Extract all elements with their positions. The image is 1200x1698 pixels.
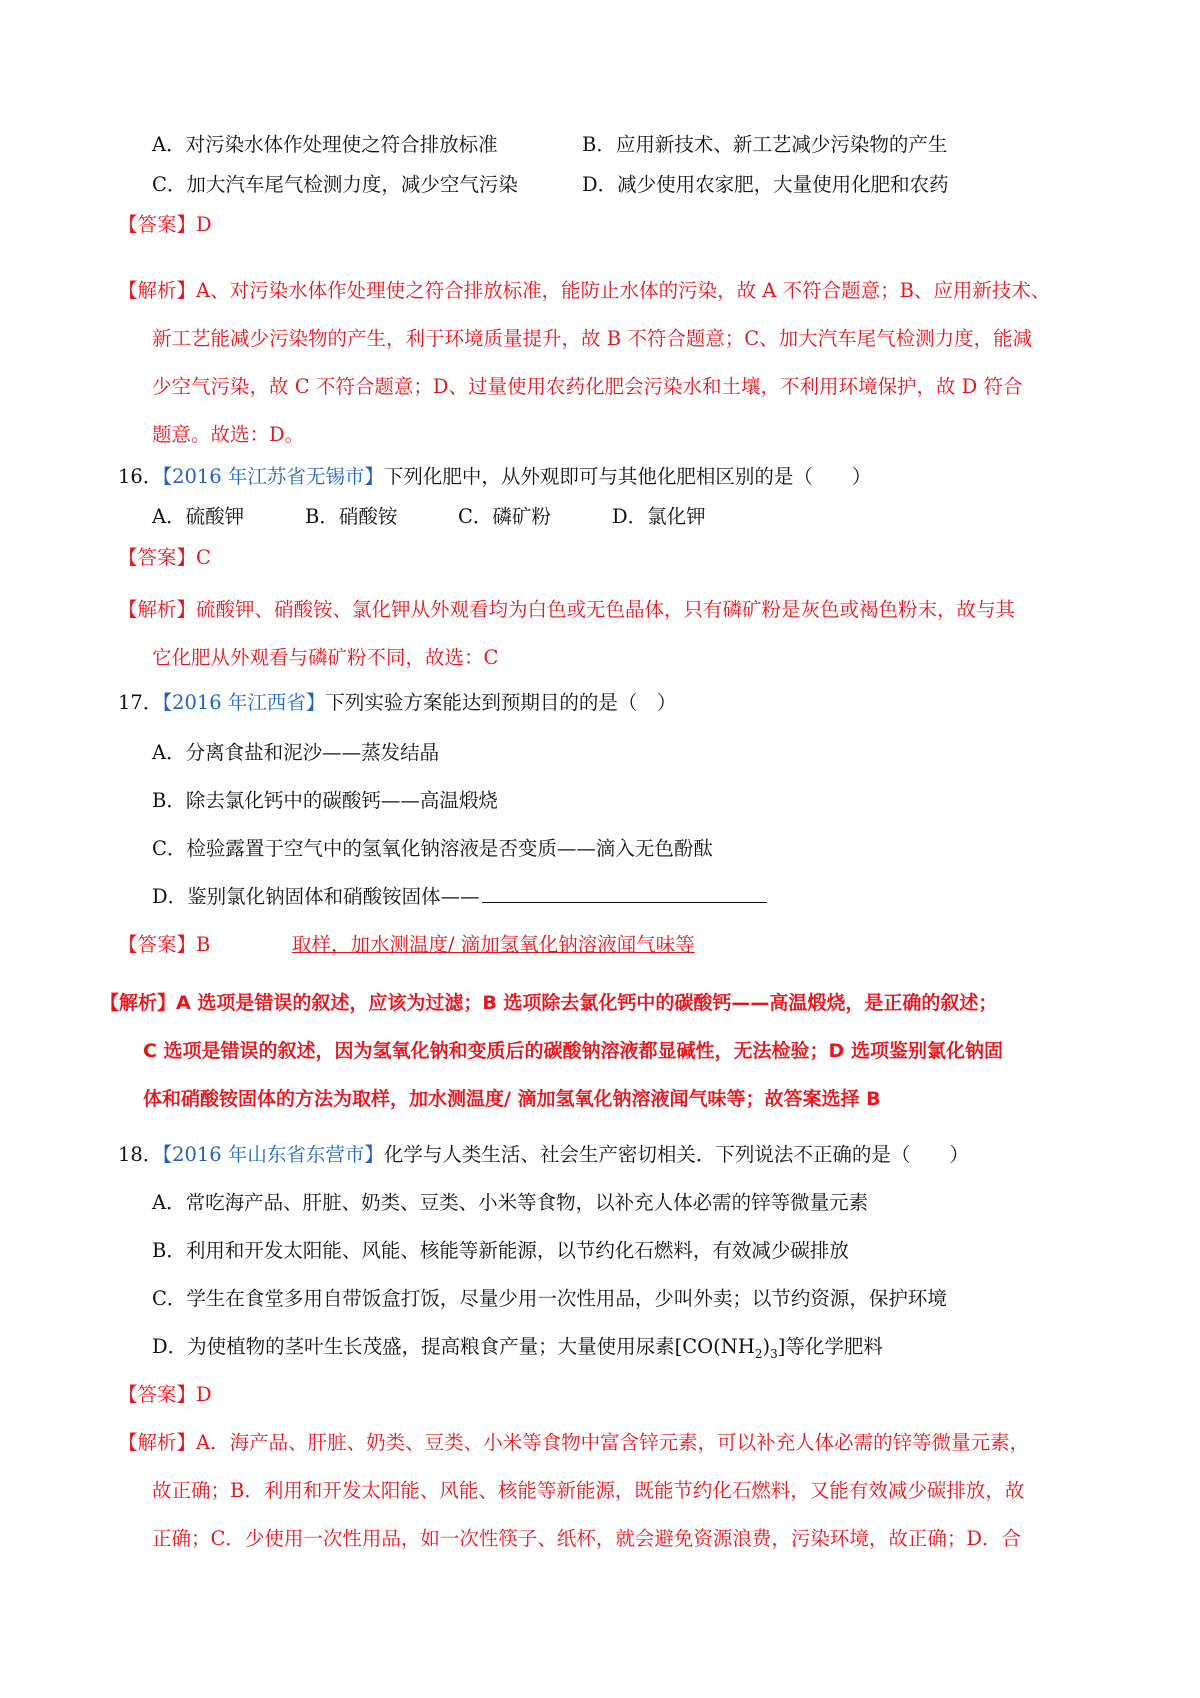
answer-value: D <box>196 213 212 236</box>
q17-option-a: A．分离食盐和泥沙——蒸发结晶 <box>152 741 440 764</box>
q17-option-c: C．检验露置于空气中的氢氧化钠溶液是否变质——滴入无色酚酞 <box>152 837 713 860</box>
answer-blank-line <box>482 884 767 903</box>
question-source: 【2016 年江西省】 <box>162 691 326 714</box>
analysis-label: 【解析】 <box>118 279 197 302</box>
question-text: 化学与人类生活、社会生产密切相关．下列说法不正确的是（ ） <box>383 1143 969 1166</box>
q18-analysis-line-2: 故正确；B．利用和开发太阳能、风能、核能等新能源，既能节约化石燃料，又能有效减少碳排放，故 <box>152 1479 1025 1502</box>
q17-answer-fill: 取样，加水测温度/ 滴加氢氧化钠溶液闻气味等 <box>292 933 695 956</box>
q15-answer <box>118 210 212 240</box>
question-text: 下列实验方案能达到预期目的的是（ ） <box>325 691 677 714</box>
question-number: 18． <box>118 1143 163 1166</box>
q15-analysis-line-4: 题意。故选：D。 <box>152 423 305 446</box>
q16-analysis-line-2: 它化肥从外观看与磷矿粉不同，故选：C <box>152 646 499 669</box>
q15-option-a: A．对污染水体作处理使之符合排放标准 <box>152 133 498 156</box>
answer-value: D <box>196 1383 212 1406</box>
q17-option-d <box>152 882 767 912</box>
question-source: 【2016 年山东省东营市】 <box>162 1143 384 1166</box>
q15-option-b: B．应用新技术、新工艺减少污染物的产生 <box>582 133 948 156</box>
q18-option-d <box>152 1332 883 1362</box>
q15-analysis-line-2: 新工艺能减少污染物的产生，利于环境质量提升，故 B 不符合题意；C、加大汽车尾气检测力度，能减 <box>152 327 1033 350</box>
question-source: 【2016 年江苏省无锡市】 <box>162 465 384 488</box>
q17-option-b: B．除去氯化钙中的碳酸钙——高温煅烧 <box>152 789 498 812</box>
answer-value: B <box>196 933 211 956</box>
q17-analysis-line-2: C 选项是错误的叙述，因为氢氧化钠和变质后的碳酸钠溶液都显碱性，无法检验；D 选项鉴别氯化钠固 <box>143 1040 1003 1062</box>
answer-label: 【答案】 <box>118 546 197 569</box>
q16-analysis-line-1 <box>118 595 1015 625</box>
q18-option-b: B．利用和开发太阳能、风能、核能等新能源，以节约化石燃料，有效减少碳排放 <box>152 1239 849 1262</box>
answer-value: C <box>196 546 211 569</box>
analysis-label: 【解析】 <box>100 992 177 1014</box>
q17-stem <box>118 688 676 718</box>
q15-analysis-line-1 <box>118 276 1050 306</box>
q16-option-a: A．硫酸钾 <box>152 505 245 528</box>
option-text: D．鉴别氯化钠固体和硝酸铵固体—— <box>152 885 480 908</box>
analysis-label: 【解析】 <box>118 598 197 621</box>
option-text: ]等化学肥料 <box>777 1335 883 1358</box>
analysis-label: 【解析】 <box>118 1431 197 1454</box>
question-number: 16． <box>118 465 163 488</box>
option-text: D．为使植物的茎叶生长茂盛，提高粮食产量；大量使用尿素[CO(NH <box>152 1335 755 1358</box>
q18-analysis-line-3: 正确；C．少使用一次性用品，如一次性筷子、纸杯，就会避免资源浪费，污染环境，故正确；D．合 <box>152 1527 1022 1550</box>
q17-analysis-line-1 <box>100 988 997 1018</box>
answer-label: 【答案】 <box>118 933 197 956</box>
q18-option-a: A．常吃海产品、肝脏、奶类、豆类、小米等食物，以补充人体必需的锌等微量元素 <box>152 1191 869 1214</box>
q15-option-c: C．加大汽车尾气检测力度，减少空气污染 <box>152 173 518 196</box>
q17-analysis-line-3: 体和硝酸铵固体的方法为取样，加水测温度/ 滴加氢氧化钠溶液闻气味等；故答案选择 B <box>143 1088 881 1110</box>
answer-label: 【答案】 <box>118 1383 197 1406</box>
answer-label: 【答案】 <box>118 213 197 236</box>
q15-option-d: D．减少使用农家肥，大量使用化肥和农药 <box>582 173 949 196</box>
question-text: 下列化肥中，从外观即可与其他化肥相区别的是（ ） <box>383 465 872 488</box>
subscript: 2 <box>754 1346 763 1361</box>
q18-stem <box>118 1140 969 1170</box>
q17-answer <box>118 930 210 960</box>
q16-option-c: C．磷矿粉 <box>458 505 551 528</box>
analysis-text: 硫酸钾、硝酸铵、氯化钾从外观看均为白色或无色晶体，只有磷矿粉是灰色或褐色粉末，故与其 <box>196 598 1016 621</box>
analysis-text: A．海产品、肝脏、奶类、豆类、小米等食物中富含锌元素，可以补充人体必需的锌等微量元素， <box>196 1431 1030 1454</box>
q18-option-c: C．学生在食堂多用自带饭盒打饭，尽量少用一次性用品，少叫外卖；以节约资源，保护环境 <box>152 1287 947 1310</box>
option-text: ) <box>762 1335 771 1358</box>
q16-stem <box>118 462 871 492</box>
q16-option-d: D．氯化钾 <box>612 505 706 528</box>
question-number: 17． <box>118 691 163 714</box>
q16-option-b: B．硝酸铵 <box>305 505 398 528</box>
q15-analysis-line-3: 少空气污染，故 C 不符合题意；D、过量使用农药化肥会污染水和土壤，不利用环境保护，故 D 符合 <box>152 375 1023 398</box>
q16-answer <box>118 543 211 573</box>
q18-analysis-line-1 <box>118 1428 1029 1458</box>
analysis-text: A、对污染水体作处理使之符合排放标准，能防止水体的污染，故 A 不符合题意；B、应用新技术、 <box>196 279 1051 302</box>
analysis-text: A 选项是错误的叙述，应该为过滤；B 选项除去氯化钙中的碳酸钙——高温煅烧，是正确的叙述； <box>176 992 998 1014</box>
subscript: 3 <box>770 1346 778 1361</box>
q18-answer <box>118 1380 212 1410</box>
